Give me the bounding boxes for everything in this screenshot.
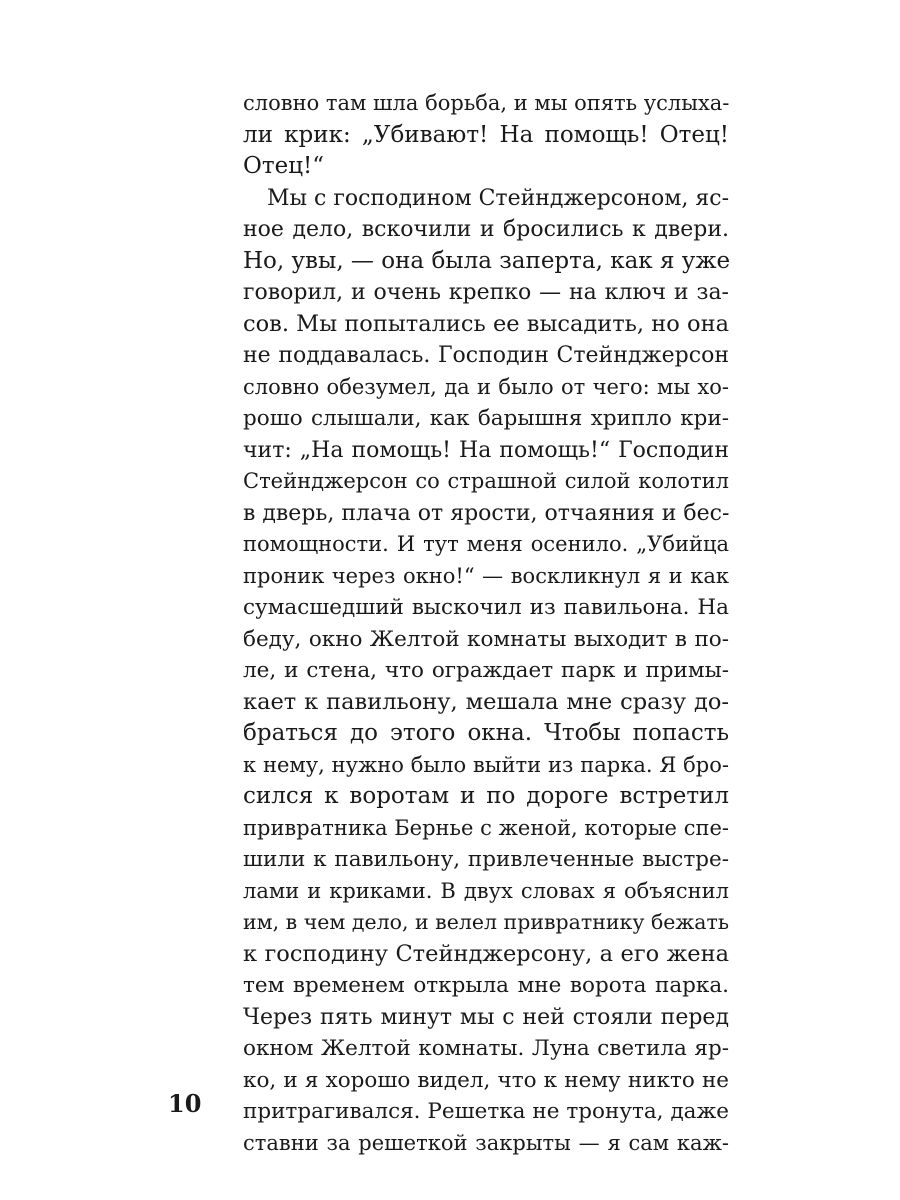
text-line: Через пять минут мы с ней стояли перед	[243, 1004, 729, 1030]
text-line: притрагивался. Решетка не тронута, даже	[243, 1099, 729, 1124]
text-line: привратника Бернье с женой, которые спе-	[243, 815, 729, 840]
text-line: лами и криками. В двух словах я объяснил	[243, 878, 729, 903]
text-line: ко, и я хорошо видел, что к нему никто не	[243, 1067, 729, 1093]
text-line: помощности. И тут меня осенило. „Убийца	[243, 532, 729, 556]
text-line: к господину Стейнджерсону, а его жена	[243, 940, 729, 967]
text-line: кает к павильону, мешала мне сразу до-	[243, 688, 729, 715]
text-line: Но, увы, — она была заперта, как я уже	[243, 247, 731, 274]
text-line: не поддавалась. Господин Стейнджерсон	[243, 343, 729, 368]
text-line: окном Желтой комнаты. Луна светила яр-	[243, 1036, 729, 1061]
text-line: тем временем открыла мне ворота парка.	[243, 973, 729, 998]
text-line: словно там шла борьба, и мы опять услыха-	[243, 91, 730, 115]
text-line: к нему, нужно было выйти из парка. Я бро-	[243, 752, 729, 777]
text-line: Стейнджерсон со страшной силой колотил	[243, 469, 729, 493]
text-line: беду, окно Желтой комнаты выходит в по-	[243, 626, 729, 652]
text-line: рошо слышали, как барышня хрипло кри-	[243, 406, 729, 431]
text-line: сумасшедший выскочил из павильона. На	[243, 595, 729, 620]
text-line: Отец!“	[243, 153, 324, 179]
text-line: им, в чем дело, и велел привратнику бежать	[243, 910, 729, 934]
text-line: чит: „На помощь! На помощь!“ Господин	[243, 437, 729, 463]
page-text-column	[243, 88, 729, 1159]
text-line: словно обезумел, да и было от чего: мы хо-	[243, 374, 729, 399]
text-line: ле, и стена, что ограждает парк и примы-	[243, 658, 729, 683]
text-line: в дверь, плача от ярости, отчаяния и бес-	[243, 500, 730, 526]
text-line: проник через окно!“ — воскликнул я и как	[243, 563, 729, 588]
text-line: шили к павильону, привлеченные выстре-	[243, 847, 729, 872]
text-line: сился к воротам и по дороге встретил	[243, 783, 729, 809]
text-line: браться до этого окна. Чтобы попасть	[243, 720, 729, 746]
page-number: 10	[168, 1089, 202, 1118]
text-line: говорил, и очень крепко — на ключ и за-	[243, 280, 729, 305]
text-line: сов. Мы попытались ее высадить, но она	[243, 310, 729, 337]
text-line: Мы с господином Стейнджерсоном, яс-	[267, 185, 730, 211]
text-line: ное дело, вскочили и бросились к двери.	[243, 217, 729, 242]
text-line: ли крик: „Убивают! На помощь! Отец!	[243, 121, 729, 148]
text-line: ставни за решеткой закрыты — я сам каж-	[243, 1130, 729, 1155]
